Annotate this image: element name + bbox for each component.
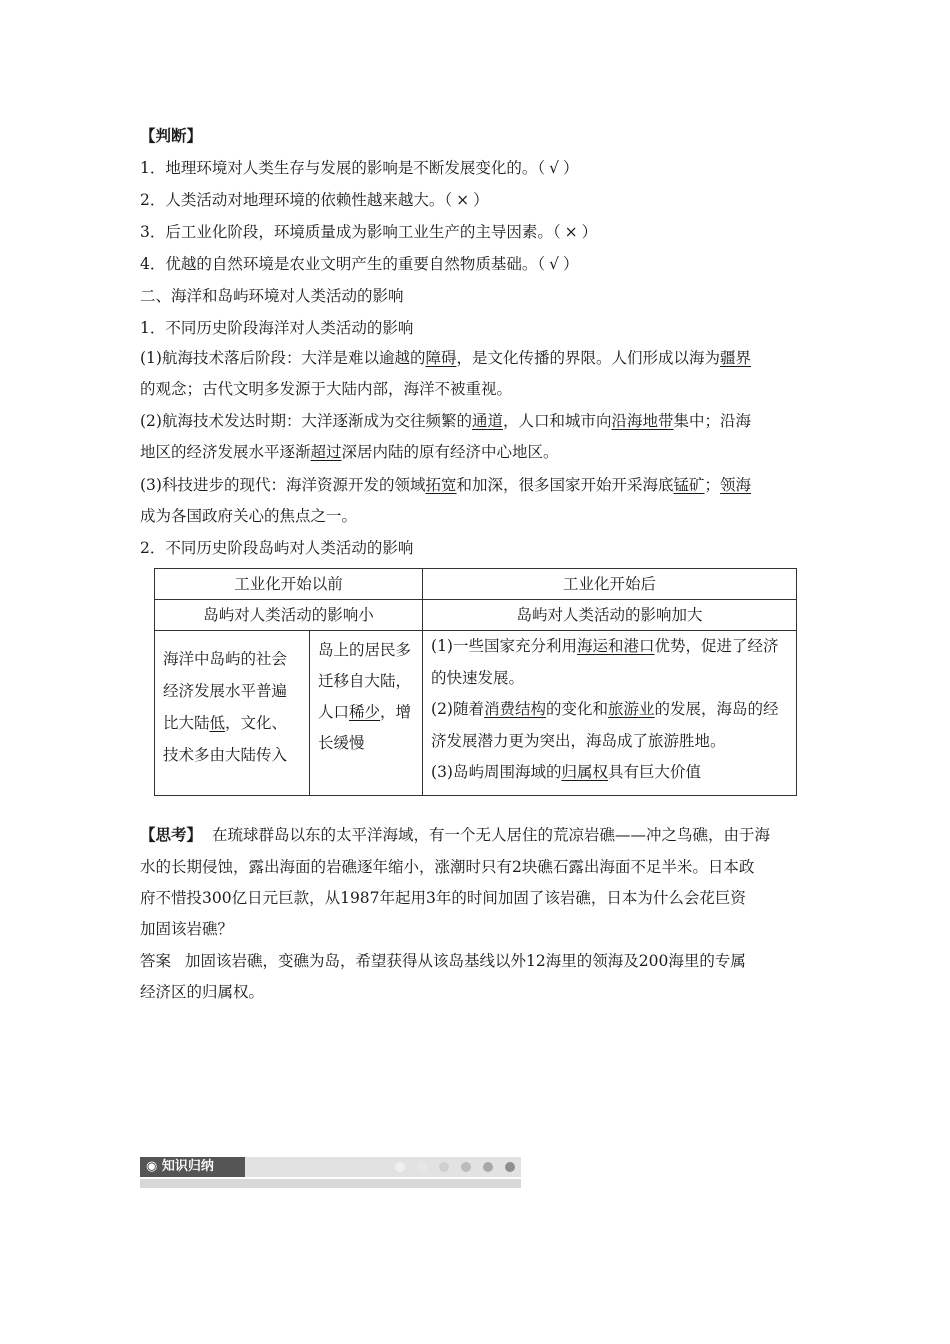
section-title: 二、海洋和岛屿环境对人类活动的影响 bbox=[140, 287, 404, 305]
paragraph-2-line-2: 地区的经济发展水平逐渐超过深居内陆的原有经济中心地区。 bbox=[140, 443, 559, 461]
think-line-3: 府不惜投300亿日元巨款，从1987年起用3年的时间加固了该岩礁，日本为什么会花巨资 bbox=[140, 889, 746, 907]
cross-mark: × bbox=[564, 223, 578, 241]
judge-item-1: 1．地理环境对人类生存与发展的影响是不断发展变化的。（ √ ） bbox=[140, 159, 579, 177]
cross-mark: × bbox=[456, 191, 470, 209]
answer-label: 答案 bbox=[140, 952, 172, 970]
table-point-3: (3)岛屿周围海域的归属权具有巨大价值 bbox=[431, 763, 702, 781]
banner-bar bbox=[245, 1157, 521, 1177]
banner-title: ◉ 知识归纳 bbox=[140, 1157, 245, 1177]
table-cell-social: 海洋中岛屿的社会经济发展水平普遍比大陆低，文化、技术多由大陆传入 bbox=[155, 631, 310, 796]
think-line-4: 加固该岩礁？ bbox=[140, 920, 234, 938]
think-label: 【思考】 bbox=[140, 825, 203, 844]
subsection-title-2: 2．不同历史阶段岛屿对人类活动的影响 bbox=[140, 539, 414, 557]
dot-icon bbox=[461, 1162, 471, 1172]
paragraph-3-line-2: 成为各国政府关心的焦点之一。 bbox=[140, 507, 358, 525]
judge-heading: 【判断】 bbox=[140, 126, 203, 145]
answer-line-1: 答案 加固该岩礁，变礁为岛，希望获得从该岛基线以外12海里的领海及200海里的专属 bbox=[140, 952, 746, 970]
knowledge-summary-banner bbox=[140, 1157, 521, 1189]
think-line-2: 水的长期侵蚀，露出海面的岩礁逐年缩小，涨潮时只有2块礁石露出海面不足半米。日本政 bbox=[140, 858, 755, 876]
banner-underline bbox=[140, 1179, 521, 1188]
paragraph-1-line-2: 的观念；古代文明多发源于大陆内部，海洋不被重视。 bbox=[140, 380, 513, 398]
table-header-after: 工业化开始后 bbox=[423, 569, 797, 600]
dot-icon bbox=[483, 1162, 493, 1172]
judge-item-3: 3．后工业化阶段，环境质量成为影响工业生产的主导因素。（ × ） bbox=[140, 223, 598, 241]
judge-item-4: 4．优越的自然环境是农业文明产生的重要自然物质基础。（ √ ） bbox=[140, 255, 579, 273]
dot-icon bbox=[505, 1162, 515, 1172]
table-cell-population: 岛上的居民多迁移自大陆，人口稀少，增长缓慢 bbox=[310, 631, 423, 796]
dot-icon bbox=[417, 1162, 427, 1172]
paragraph-3-line-1: (3)科技进步的现代：海洋资源开发的领域拓宽和加深，很多国家开始开采海底锰矿；领海 bbox=[140, 476, 752, 494]
table-sub-after: 岛屿对人类活动的影响加大 bbox=[423, 600, 797, 631]
table-cell-after bbox=[423, 631, 797, 796]
subsection-title-1: 1．不同历史阶段海洋对人类活动的影响 bbox=[140, 319, 414, 337]
check-mark: √ bbox=[549, 159, 560, 177]
think-line-1: 【思考】 在琉球群岛以东的太平洋海域，有一个无人居住的荒凉岩礁——冲之鸟礁，由于海 bbox=[140, 825, 771, 844]
table-header-before: 工业化开始以前 bbox=[155, 569, 423, 600]
table-sub-before: 岛屿对人类活动的影响小 bbox=[155, 600, 423, 631]
dot-icon bbox=[439, 1162, 449, 1172]
table-point-2: (2)随着消费结构的变化和旅游业的发展，海岛的经济发展潜力更为突出，海岛成了旅游胜地。 bbox=[431, 700, 779, 750]
dot-icon bbox=[395, 1162, 405, 1172]
table-point-1: (1)一些国家充分利用海运和港口优势，促进了经济的快速发展。 bbox=[431, 637, 779, 687]
judge-item-2: 2．人类活动对地理环境的依赖性越来越大。（ × ） bbox=[140, 191, 489, 209]
answer-line-2: 经济区的归属权。 bbox=[140, 983, 265, 1001]
island-impact-table bbox=[154, 568, 797, 796]
paragraph-1-line-1: (1)航海技术落后阶段：大洋是难以逾越的障碍，是文化传播的界限。人们形成以海为疆界 bbox=[140, 349, 752, 367]
paragraph-2-line-1: (2)航海技术发达时期：大洋逐渐成为交往频繁的通道，人口和城市向沿海地带集中；沿海 bbox=[140, 412, 752, 430]
check-mark: √ bbox=[549, 255, 560, 273]
